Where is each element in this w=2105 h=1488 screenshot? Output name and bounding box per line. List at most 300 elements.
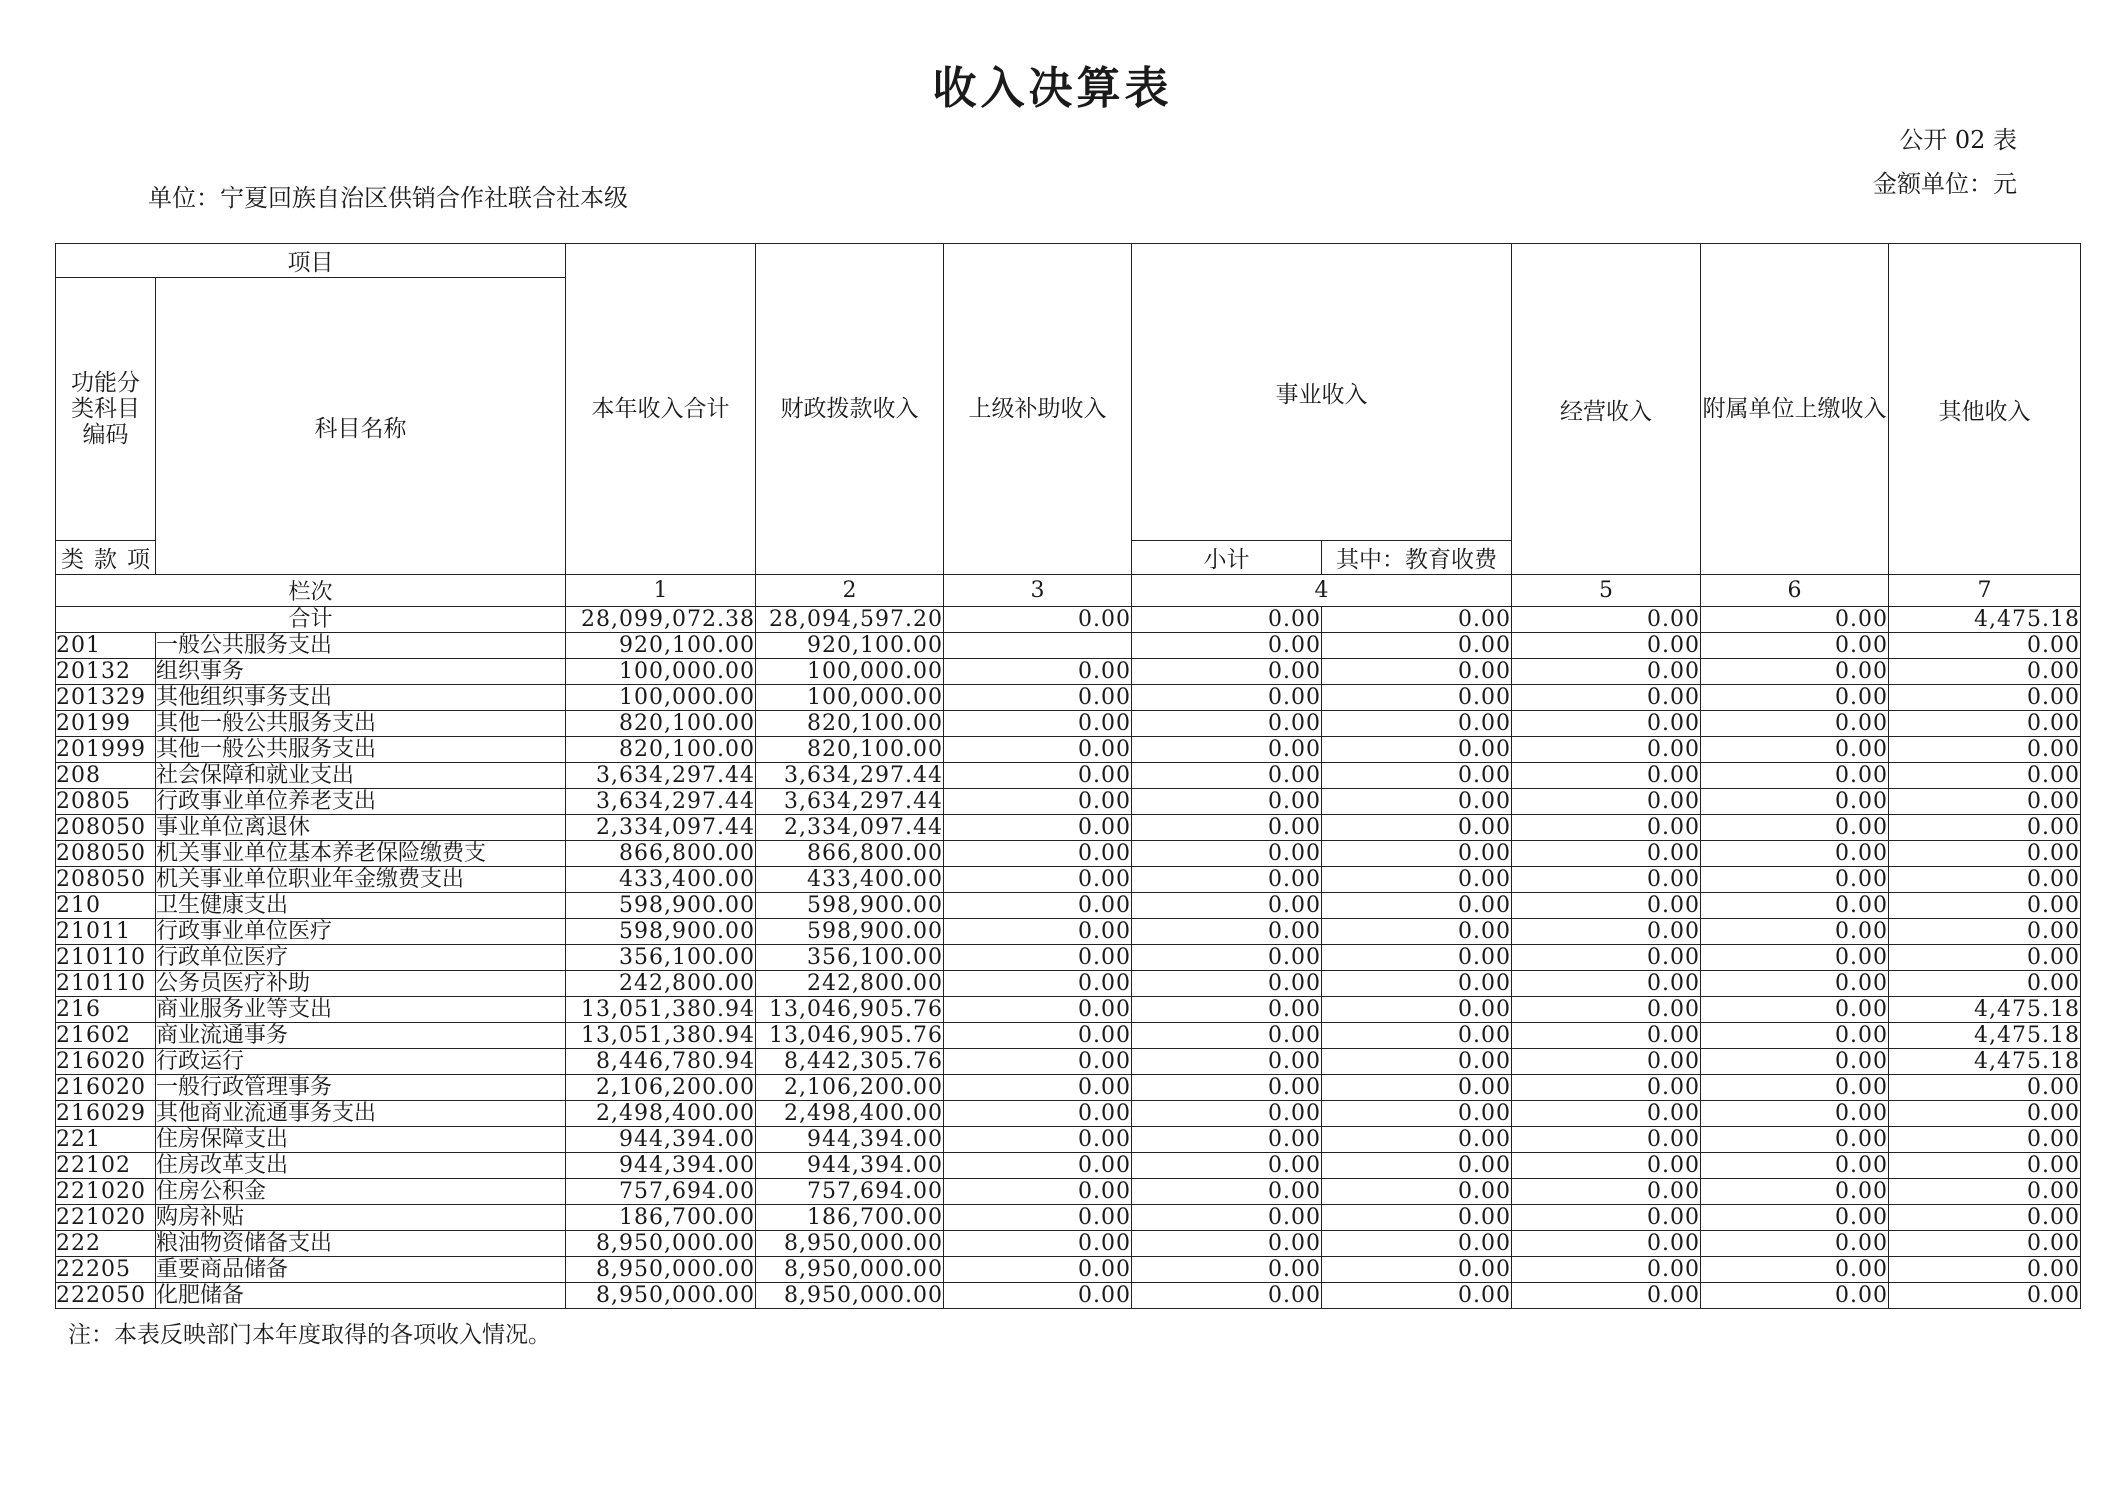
amount-cell: 0.00: [944, 1179, 1132, 1205]
function-code-header: 功能分类科目编码: [56, 278, 156, 541]
amount-cell: 8,950,000.00: [566, 1231, 756, 1257]
amount-cell: 0.00: [1512, 815, 1701, 841]
col-num-4: 4: [1132, 575, 1512, 607]
amount-cell: 0.00: [1322, 763, 1512, 789]
table-row: [56, 893, 2081, 919]
amount-cell: 0.00: [1701, 1127, 1889, 1153]
amount-cell: 0.00: [1889, 1127, 2081, 1153]
function-code-cell: 20199: [56, 711, 156, 737]
subject-name-cell: 行政事业单位养老支出: [156, 789, 566, 815]
amount-cell: 0.00: [1132, 1283, 1322, 1309]
amount-cell: 0.00: [1512, 1075, 1701, 1101]
table-row: [56, 997, 2081, 1023]
amount-cell: 8,950,000.00: [566, 1283, 756, 1309]
amount-cell: 0.00: [1889, 1257, 2081, 1283]
amount-cell: 0.00: [1132, 1049, 1322, 1075]
amount-cell: 4,475.18: [1889, 997, 2081, 1023]
table-row: [56, 971, 2081, 997]
amount-cell: 0.00: [944, 789, 1132, 815]
amount-cell: 598,900.00: [756, 919, 944, 945]
subject-name-cell: 组织事务: [156, 659, 566, 685]
amount-cell: 0.00: [1889, 1101, 2081, 1127]
amount-cell: 0.00: [1322, 1023, 1512, 1049]
amount-cell: 820,100.00: [756, 711, 944, 737]
table-row: [56, 1283, 2081, 1309]
amount-cell: 0.00: [1701, 1205, 1889, 1231]
amount-cell: 2,106,200.00: [756, 1075, 944, 1101]
amount-cell: 0.00: [1701, 633, 1889, 659]
amount-cell: 0.00: [1322, 997, 1512, 1023]
amount-cell: 0.00: [1132, 1153, 1322, 1179]
subject-name-cell: 机关事业单位职业年金缴费支出: [156, 867, 566, 893]
amount-cell: 0.00: [944, 971, 1132, 997]
total-cell: 0.00: [1512, 607, 1701, 633]
amount-cell: 598,900.00: [566, 893, 756, 919]
amount-cell: 944,394.00: [566, 1127, 756, 1153]
amount-cell: 0.00: [1701, 1075, 1889, 1101]
amount-cell: 0.00: [1701, 1179, 1889, 1205]
amount-cell: 944,394.00: [756, 1153, 944, 1179]
subject-name-cell: 住房公积金: [156, 1179, 566, 1205]
amount-cell: 242,800.00: [756, 971, 944, 997]
amount-cell: 0.00: [1132, 659, 1322, 685]
table-row: [56, 659, 2081, 685]
amount-cell: 0.00: [1322, 1257, 1512, 1283]
amount-cell: 8,950,000.00: [566, 1257, 756, 1283]
amount-cell: 0.00: [1132, 997, 1322, 1023]
amount-cell: 866,800.00: [756, 841, 944, 867]
amount-cell: 920,100.00: [566, 633, 756, 659]
amount-cell: 0.00: [1322, 711, 1512, 737]
amount-cell: 356,100.00: [566, 945, 756, 971]
amount-cell: 0.00: [1512, 659, 1701, 685]
amount-cell: 0.00: [1322, 1049, 1512, 1075]
amount-cell: 0.00: [1132, 1205, 1322, 1231]
amount-cell: 0.00: [1132, 1075, 1322, 1101]
col-num-7: 7: [1889, 575, 2081, 607]
income-table: [55, 243, 2081, 1309]
amount-cell: 0.00: [1132, 945, 1322, 971]
amount-cell: 820,100.00: [566, 737, 756, 763]
subject-name-cell: 其他一般公共服务支出: [156, 711, 566, 737]
amount-cell: 0.00: [1889, 685, 2081, 711]
amount-cell: 0.00: [1322, 971, 1512, 997]
function-code-cell: 216029: [56, 1101, 156, 1127]
amount-cell: 0.00: [1322, 685, 1512, 711]
function-code-cell: 201: [56, 633, 156, 659]
amount-cell: 0.00: [944, 1153, 1132, 1179]
col-num-1: 1: [566, 575, 756, 607]
table-row: [56, 1075, 2081, 1101]
amount-cell: 0.00: [1322, 633, 1512, 659]
total-cell: 0.00: [944, 607, 1132, 633]
amount-cell: 0.00: [944, 685, 1132, 711]
total-cell: 4,475.18: [1889, 607, 2081, 633]
table-row: [56, 815, 2081, 841]
function-code-cell: 21011: [56, 919, 156, 945]
form-code: 公开 02 表: [1899, 126, 2017, 154]
amount-cell: 0.00: [1701, 815, 1889, 841]
amount-cell: 0.00: [1322, 815, 1512, 841]
amount-cell: 0.00: [1889, 711, 2081, 737]
amount-cell: 3,634,297.44: [566, 789, 756, 815]
amount-cell: 100,000.00: [566, 659, 756, 685]
amount-cell: 8,442,305.76: [756, 1049, 944, 1075]
amount-cell: 0.00: [1701, 1257, 1889, 1283]
amount-cell: 0.00: [1512, 945, 1701, 971]
amount-cell: 0.00: [1512, 919, 1701, 945]
subject-name-cell: 事业单位离退休: [156, 815, 566, 841]
amount-cell: 356,100.00: [756, 945, 944, 971]
amount-cell: 0.00: [1889, 1075, 2081, 1101]
amount-cell: 0.00: [1322, 841, 1512, 867]
function-code-cell: 221: [56, 1127, 156, 1153]
total-cell: 0.00: [1322, 607, 1512, 633]
amount-cell: 0.00: [944, 919, 1132, 945]
amount-cell: 820,100.00: [756, 737, 944, 763]
amount-cell: 0.00: [1701, 685, 1889, 711]
affiliated-income-header: 附属单位上缴收入: [1701, 244, 1889, 575]
amount-cell: 0.00: [944, 1283, 1132, 1309]
amount-cell: 0.00: [1132, 685, 1322, 711]
amount-cell: 0.00: [1132, 633, 1322, 659]
amount-cell: 186,700.00: [756, 1205, 944, 1231]
amount-cell: 0.00: [1889, 971, 2081, 997]
amount-cell: 820,100.00: [566, 711, 756, 737]
amount-cell: 0.00: [1322, 1127, 1512, 1153]
amount-cell: 0.00: [1322, 737, 1512, 763]
amount-cell: 0.00: [944, 737, 1132, 763]
amount-cell: 0.00: [1701, 919, 1889, 945]
subject-name-cell: 行政运行: [156, 1049, 566, 1075]
amount-cell: 598,900.00: [756, 893, 944, 919]
amount-cell: 186,700.00: [566, 1205, 756, 1231]
amount-cell: 0.00: [1701, 763, 1889, 789]
amount-cell: 0.00: [944, 997, 1132, 1023]
amount-cell: 3,634,297.44: [756, 763, 944, 789]
amount-cell: 8,950,000.00: [756, 1283, 944, 1309]
amount-cell: 0.00: [1132, 1179, 1322, 1205]
subject-name-cell: 机关事业单位基本养老保险缴费支: [156, 841, 566, 867]
amount-cell: 2,498,400.00: [566, 1101, 756, 1127]
amount-cell: 0.00: [1512, 789, 1701, 815]
amount-cell: 0.00: [1322, 1231, 1512, 1257]
amount-cell: 944,394.00: [566, 1153, 756, 1179]
amount-cell: 0.00: [1132, 711, 1322, 737]
amount-cell: 8,950,000.00: [756, 1257, 944, 1283]
amount-cell: 13,051,380.94: [566, 997, 756, 1023]
amount-cell: 0.00: [944, 1075, 1132, 1101]
amount-cell: 13,046,905.76: [756, 997, 944, 1023]
table-row: [56, 1257, 2081, 1283]
subject-name-cell: 商业服务业等支出: [156, 997, 566, 1023]
amount-cell: 13,051,380.94: [566, 1023, 756, 1049]
amount-cell: 0.00: [1512, 633, 1701, 659]
amount-cell: 0.00: [1132, 815, 1322, 841]
amount-cell: 0.00: [1701, 1023, 1889, 1049]
amount-cell: 0.00: [1322, 1075, 1512, 1101]
function-code-cell: 20805: [56, 789, 156, 815]
amount-cell: 0.00: [1889, 867, 2081, 893]
function-code-cell: 208050: [56, 841, 156, 867]
amount-cell: 13,046,905.76: [756, 1023, 944, 1049]
table-row: [56, 945, 2081, 971]
superior-subsidy-header: 上级补助收入: [944, 244, 1132, 575]
amount-cell: 757,694.00: [566, 1179, 756, 1205]
amount-cell: 0.00: [944, 1205, 1132, 1231]
table-row: [56, 841, 2081, 867]
function-code-cell: 20132: [56, 659, 156, 685]
amount-cell: 0.00: [1701, 1231, 1889, 1257]
amount-cell: 0.00: [1132, 1127, 1322, 1153]
amount-cell: 0.00: [1701, 997, 1889, 1023]
amount-cell: 0.00: [1889, 919, 2081, 945]
other-income-header: 其他收入: [1889, 244, 2081, 575]
total-label: 合计: [56, 607, 566, 633]
subject-name-cell: 其他组织事务支出: [156, 685, 566, 711]
amount-cell: 0.00: [1889, 1231, 2081, 1257]
amount-cell: 100,000.00: [756, 685, 944, 711]
function-code-cell: 22205: [56, 1257, 156, 1283]
amount-cell: 0.00: [1322, 1205, 1512, 1231]
amount-cell: 0.00: [944, 659, 1132, 685]
amount-cell: 0.00: [1512, 1101, 1701, 1127]
amount-cell: 433,400.00: [756, 867, 944, 893]
function-code-cell: 216: [56, 997, 156, 1023]
amount-cell: 0.00: [1322, 789, 1512, 815]
function-code-cell: 210110: [56, 971, 156, 997]
amount-cell: 0.00: [1512, 867, 1701, 893]
amount-cell: 0.00: [1132, 737, 1322, 763]
page-title: 收入决算表: [932, 63, 1173, 114]
function-code-cell: 201999: [56, 737, 156, 763]
total-row: [56, 607, 2081, 633]
amount-cell: 0.00: [1512, 1257, 1701, 1283]
subject-name-cell: 卫生健康支出: [156, 893, 566, 919]
amount-cell: 0.00: [1322, 659, 1512, 685]
col-num-5: 5: [1512, 575, 1701, 607]
function-code-cell: 201329: [56, 685, 156, 711]
amount-cell: 4,475.18: [1889, 1049, 2081, 1075]
amount-cell: 0.00: [944, 841, 1132, 867]
amount-cell: 3,634,297.44: [566, 763, 756, 789]
amount-cell: 0.00: [1701, 1049, 1889, 1075]
amount-cell: 0.00: [1701, 1283, 1889, 1309]
amount-cell: 598,900.00: [566, 919, 756, 945]
amount-cell: 0.00: [1132, 971, 1322, 997]
subject-name-header: 科目名称: [156, 278, 566, 575]
amount-cell: 3,634,297.44: [756, 789, 944, 815]
table-row: [56, 1023, 2081, 1049]
amount-cell: 242,800.00: [566, 971, 756, 997]
amount-cell: 0.00: [944, 867, 1132, 893]
table-row: [56, 711, 2081, 737]
xiang-label: 项: [127, 547, 150, 573]
amount-cell: 0.00: [1889, 659, 2081, 685]
amount-cell: 2,334,097.44: [566, 815, 756, 841]
col-num-3: 3: [944, 575, 1132, 607]
amount-cell: 0.00: [1322, 945, 1512, 971]
amount-cell: 0.00: [1512, 1049, 1701, 1075]
operating-income-header: 经营收入: [1512, 244, 1701, 575]
footnote: 注：本表反映部门本年度取得的各项收入情况。: [68, 1322, 551, 1348]
amount-cell: 0.00: [944, 1231, 1132, 1257]
amount-cell: 0.00: [1132, 763, 1322, 789]
table-row: [56, 789, 2081, 815]
table-row: [56, 685, 2081, 711]
amount-cell: 0.00: [944, 1127, 1132, 1153]
function-code-cell: 222050: [56, 1283, 156, 1309]
subject-name-cell: 购房补贴: [156, 1205, 566, 1231]
amount-cell: 0.00: [1132, 1023, 1322, 1049]
amount-cell: 0.00: [944, 1101, 1132, 1127]
total-cell: 28,099,072.38: [566, 607, 756, 633]
amount-cell: 0.00: [1701, 1153, 1889, 1179]
amount-cell: 866,800.00: [566, 841, 756, 867]
lkx-header: [56, 541, 156, 575]
function-code-cell: 210: [56, 893, 156, 919]
col-num-6: 6: [1701, 575, 1889, 607]
lanci-header: 栏次: [56, 575, 566, 607]
amount-cell: 0.00: [1512, 1231, 1701, 1257]
table-body: [56, 607, 2081, 1309]
amount-cell: 0.00: [1512, 737, 1701, 763]
amount-cell: 0.00: [1322, 1153, 1512, 1179]
total-income-header: 本年收入合计: [566, 244, 756, 575]
total-cell: 0.00: [1132, 607, 1322, 633]
subject-name-cell: 住房保障支出: [156, 1127, 566, 1153]
table-row: [56, 737, 2081, 763]
subject-name-cell: 一般公共服务支出: [156, 633, 566, 659]
amount-cell: 0.00: [1889, 815, 2081, 841]
function-code-cell: 208050: [56, 867, 156, 893]
amount-cell: 0.00: [1701, 1101, 1889, 1127]
amount-cell: 757,694.00: [756, 1179, 944, 1205]
amount-cell: 0.00: [1132, 841, 1322, 867]
amount-cell: 0.00: [1322, 867, 1512, 893]
amount-cell: 0.00: [1889, 763, 2081, 789]
amount-cell: 0.00: [1322, 1101, 1512, 1127]
subject-name-cell: 化肥储备: [156, 1283, 566, 1309]
amount-cell: 0.00: [1512, 841, 1701, 867]
business-edu-header: 其中：教育收费: [1322, 541, 1512, 575]
amount-cell: 0.00: [1132, 893, 1322, 919]
amount-cell: 0.00: [1132, 789, 1322, 815]
subject-name-cell: 其他一般公共服务支出: [156, 737, 566, 763]
amount-cell: 0.00: [1512, 893, 1701, 919]
table-row: [56, 633, 2081, 659]
amount-cell: 0.00: [1512, 997, 1701, 1023]
amount-cell: 8,950,000.00: [756, 1231, 944, 1257]
amount-cell: 0.00: [1512, 711, 1701, 737]
amount-cell: 2,334,097.44: [756, 815, 944, 841]
amount-cell: 2,106,200.00: [566, 1075, 756, 1101]
amount-cell: 0.00: [1701, 893, 1889, 919]
amount-cell: 100,000.00: [566, 685, 756, 711]
amount-cell: 0.00: [1889, 893, 2081, 919]
function-code-cell: 216020: [56, 1049, 156, 1075]
amount-cell: 0.00: [1701, 867, 1889, 893]
amount-cell: 0.00: [1701, 659, 1889, 685]
subject-name-cell: 行政事业单位医疗: [156, 919, 566, 945]
amount-cell: 0.00: [944, 1049, 1132, 1075]
col-num-2: 2: [756, 575, 944, 607]
amount-cell: 920,100.00: [756, 633, 944, 659]
table-row: [56, 1127, 2081, 1153]
amount-cell: 0.00: [1512, 971, 1701, 997]
subject-name-cell: 重要商品储备: [156, 1257, 566, 1283]
amount-cell: 0.00: [1132, 1231, 1322, 1257]
subject-name-cell: 公务员医疗补助: [156, 971, 566, 997]
amount-cell: 0.00: [1889, 789, 2081, 815]
subject-name-cell: 住房改革支出: [156, 1153, 566, 1179]
amount-cell: 100,000.00: [756, 659, 944, 685]
amount-cell: 0.00: [1322, 1179, 1512, 1205]
kuan-label: 款: [94, 547, 117, 573]
amount-cell: [944, 633, 1132, 659]
lei-label: 类: [61, 547, 84, 573]
subject-name-cell: 一般行政管理事务: [156, 1075, 566, 1101]
amount-cell: 0.00: [1512, 1023, 1701, 1049]
amount-cell: 0.00: [1889, 633, 2081, 659]
amount-cell: 0.00: [944, 1257, 1132, 1283]
unit-label: 单位：宁夏回族自治区供销合作社联合社本级: [148, 184, 628, 212]
amount-cell: 0.00: [1322, 893, 1512, 919]
amount-cell: 0.00: [1512, 1127, 1701, 1153]
amount-cell: 0.00: [1889, 737, 2081, 763]
table-row: [56, 919, 2081, 945]
amount-cell: 0.00: [1512, 1153, 1701, 1179]
amount-cell: 0.00: [1701, 711, 1889, 737]
function-code-cell: 222: [56, 1231, 156, 1257]
amount-cell: 0.00: [1889, 945, 2081, 971]
amount-cell: 0.00: [1512, 1283, 1701, 1309]
amount-cell: 0.00: [1512, 685, 1701, 711]
amount-cell: 0.00: [1322, 1283, 1512, 1309]
amount-cell: 0.00: [1701, 841, 1889, 867]
amount-cell: 0.00: [1889, 1283, 2081, 1309]
amount-cell: 2,498,400.00: [756, 1101, 944, 1127]
amount-cell: 0.00: [1132, 1257, 1322, 1283]
amount-cell: 944,394.00: [756, 1127, 944, 1153]
amount-cell: 0.00: [1701, 971, 1889, 997]
amount-cell: 433,400.00: [566, 867, 756, 893]
amount-cell: 0.00: [1889, 1179, 2081, 1205]
amount-cell: 0.00: [1889, 1153, 2081, 1179]
amount-cell: 0.00: [1701, 737, 1889, 763]
amount-cell: 8,446,780.94: [566, 1049, 756, 1075]
project-header: 项目: [56, 244, 566, 278]
amount-cell: 0.00: [1512, 1179, 1701, 1205]
table-row: [56, 763, 2081, 789]
amount-cell: 0.00: [944, 1023, 1132, 1049]
amount-cell: 0.00: [1889, 1205, 2081, 1231]
table-row: [56, 867, 2081, 893]
table-row: [56, 1049, 2081, 1075]
subject-name-cell: 粮油物资储备支出: [156, 1231, 566, 1257]
amount-cell: 0.00: [1701, 789, 1889, 815]
fiscal-income-header: 财政拨款收入: [756, 244, 944, 575]
function-code-cell: 221020: [56, 1205, 156, 1231]
subject-name-cell: 商业流通事务: [156, 1023, 566, 1049]
amount-cell: 0.00: [1132, 919, 1322, 945]
subject-name-cell: 行政单位医疗: [156, 945, 566, 971]
amount-cell: 0.00: [1132, 1101, 1322, 1127]
amount-cell: 0.00: [944, 711, 1132, 737]
function-code-cell: 221020: [56, 1179, 156, 1205]
amount-cell: 0.00: [944, 815, 1132, 841]
amount-cell: 0.00: [1512, 1205, 1701, 1231]
